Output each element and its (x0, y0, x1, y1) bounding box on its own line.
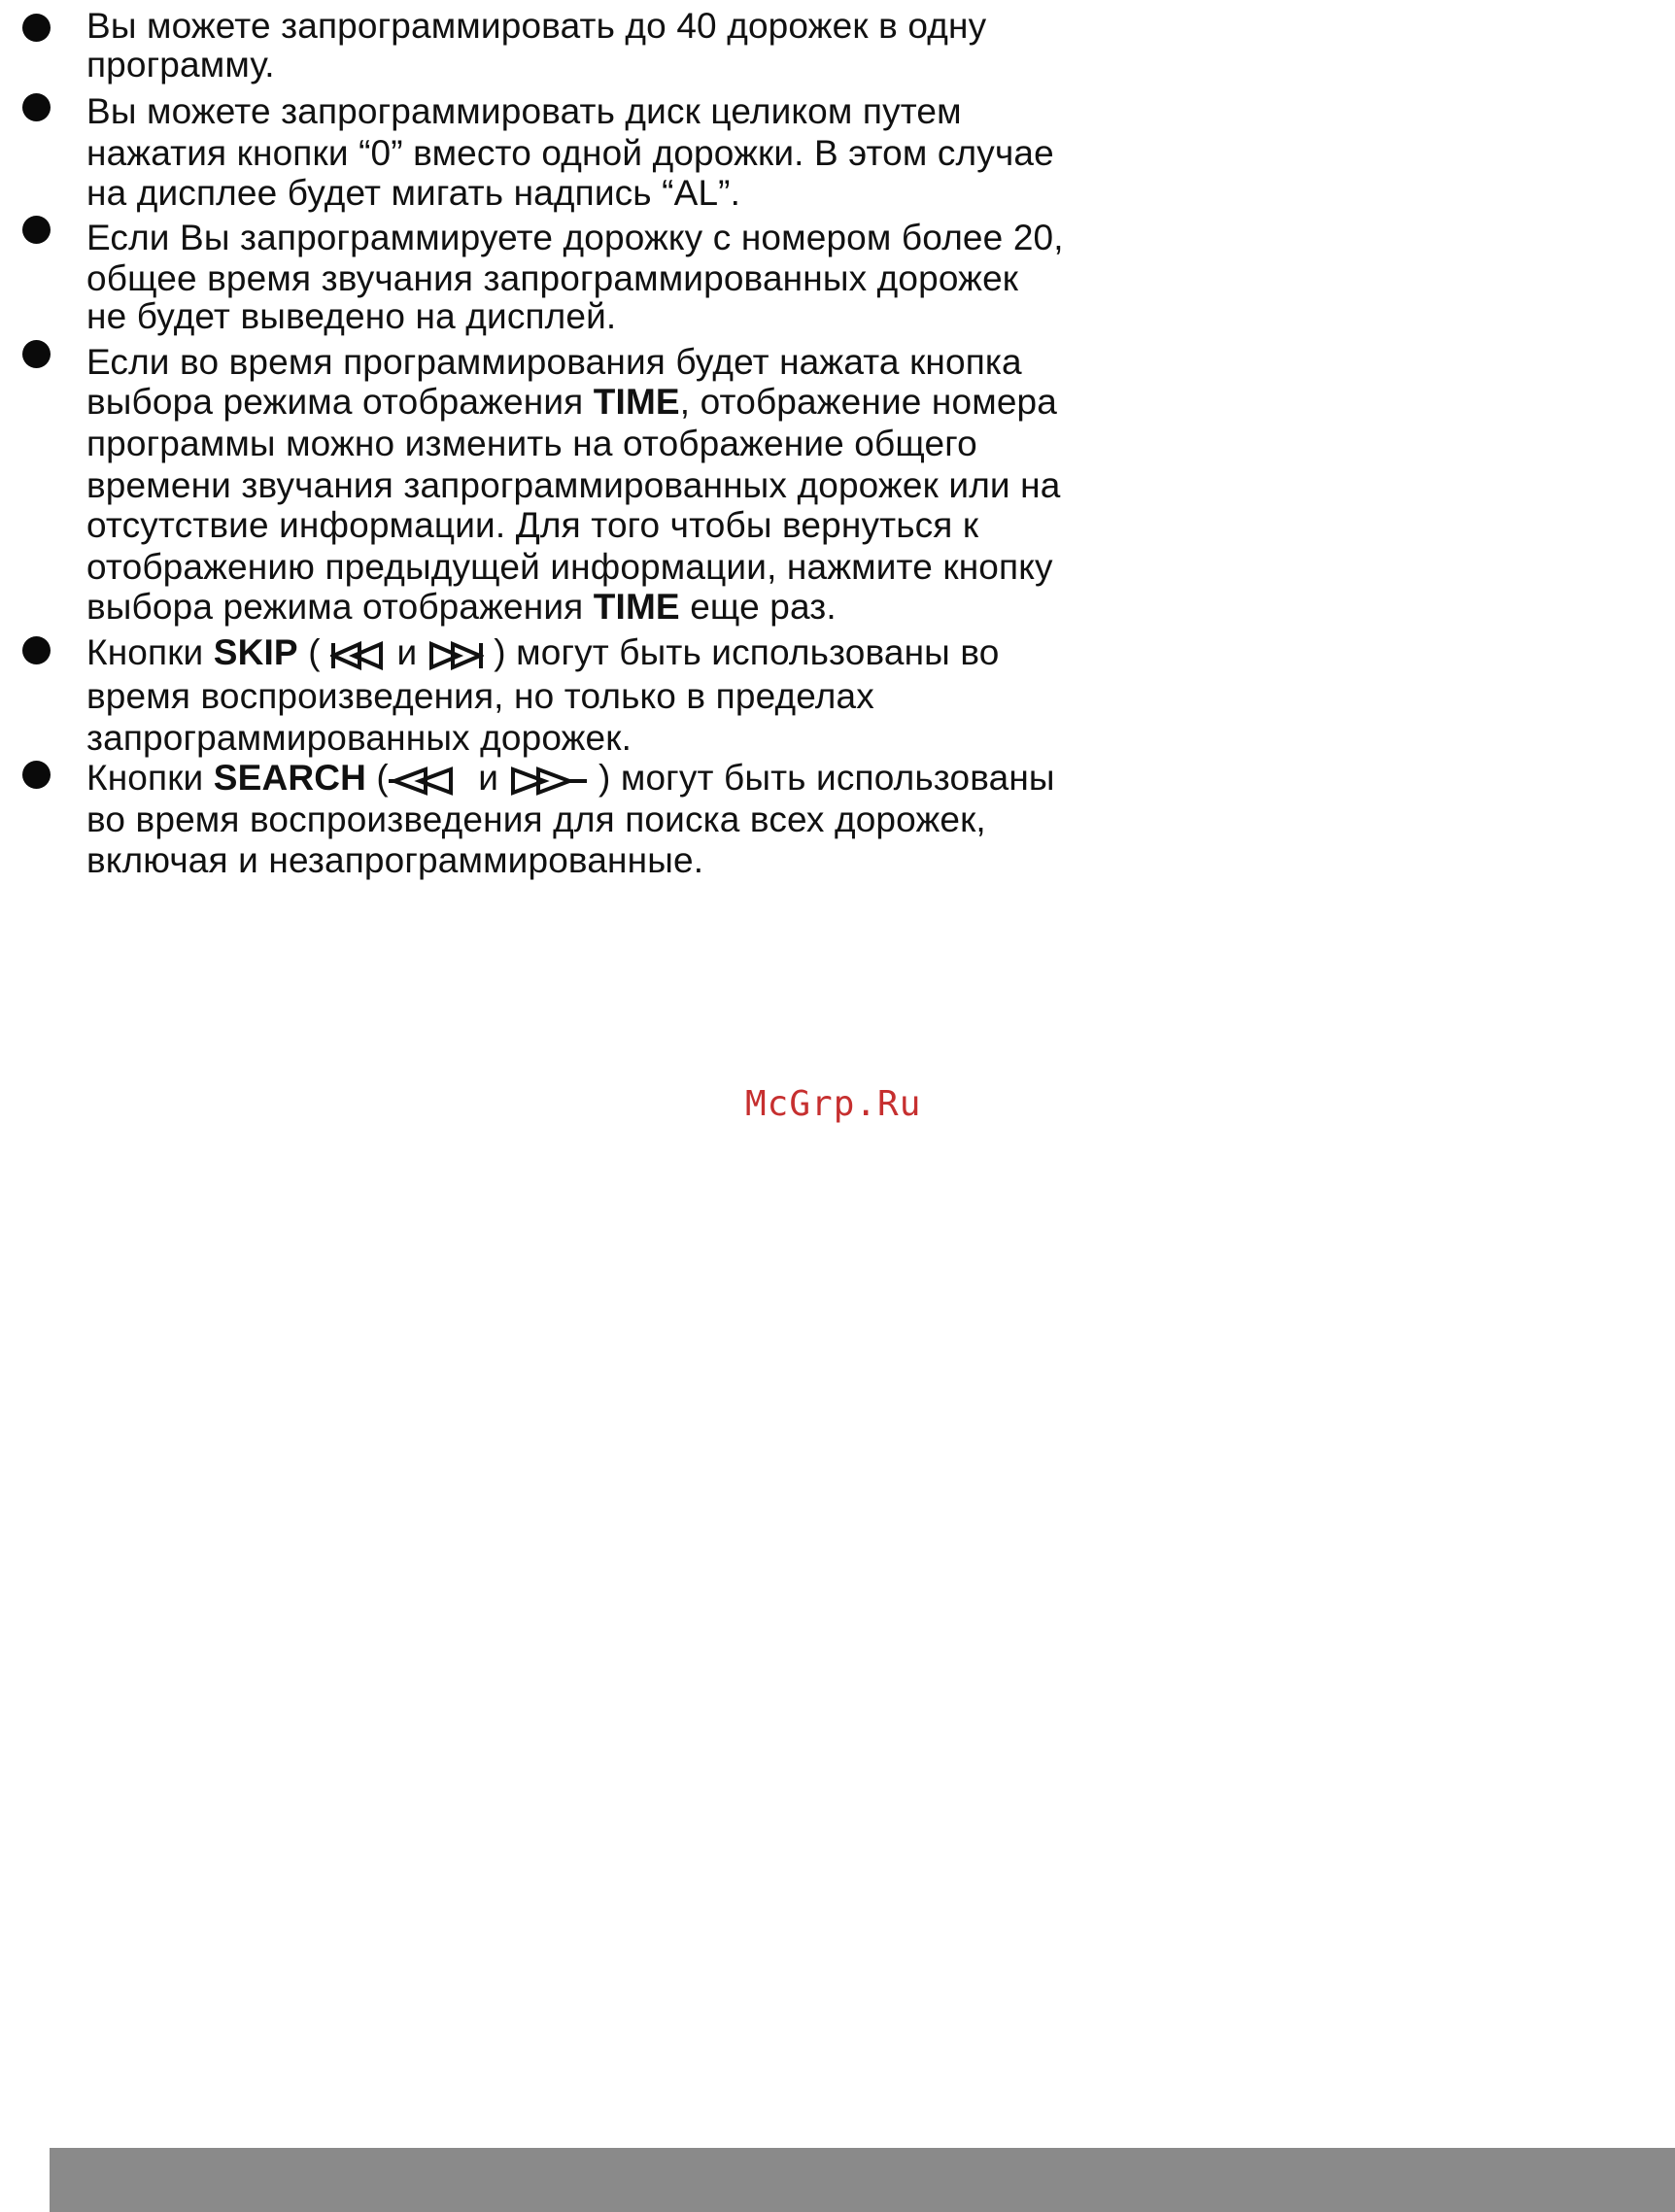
search-backward-icon (389, 766, 468, 796)
note-line: отображению предыдущей информации, нажмите кнопку (86, 547, 1053, 587)
footer-band (50, 2148, 1675, 2212)
search-forward-icon (509, 766, 589, 796)
note-line (86, 759, 1055, 798)
note-line: на дисплее будет мигать надпись “AL”. (86, 173, 741, 213)
note-line (86, 588, 837, 627)
bullet-icon (22, 636, 51, 664)
bullet-icon (22, 216, 51, 244)
note-text: Кнопки (86, 758, 214, 798)
skip-button-label: SKIP (213, 632, 298, 672)
note-line: отсутствие информации. Для того чтобы вернуться к (86, 505, 979, 545)
bullet-icon (22, 14, 51, 42)
note-line: программу. (86, 45, 275, 85)
note-text: еще раз. (679, 587, 837, 627)
skip-next-icon (427, 641, 484, 670)
time-button-label: TIME (593, 382, 680, 422)
note-line: общее время звучания запрограммированных дорожек (86, 258, 1019, 298)
note-line: Если во время программирования будет нажата кнопка (86, 342, 1022, 382)
note-line: Вы можете запрограммировать до 40 дорожек в одну (86, 6, 987, 46)
note-line: включая и незапрограммированные. (86, 840, 704, 880)
note-text: Кнопки (86, 632, 214, 672)
watermark: McGrp.Ru (745, 1084, 922, 1124)
note-line: во время воспроизведения для поиска всех дорожек, (86, 800, 986, 839)
note-text: ) могут быть использованы (588, 758, 1055, 798)
note-text: и (467, 758, 509, 798)
note-line: времени звучания запрограммированных дорожек или на (86, 465, 1061, 505)
bullet-icon (22, 761, 51, 789)
note-line (86, 633, 999, 672)
note-text: и (387, 632, 427, 672)
note-text: ) могут быть использованы во (483, 632, 1000, 672)
note-line: Вы можете запрограммировать диск целиком путем (86, 91, 962, 131)
note-text: выбора режима отображения (86, 382, 594, 422)
bullet-icon (22, 340, 51, 368)
skip-previous-icon (330, 641, 387, 670)
note-line: запрограммированных дорожек. (86, 718, 632, 758)
note-text: ( (365, 758, 389, 798)
note-text: выбора режима отображения (86, 587, 594, 627)
note-text: ( (297, 632, 331, 672)
time-button-label: TIME (593, 587, 680, 627)
note-line: время воспроизведения, но только в пределах (86, 676, 874, 716)
note-line: Если Вы запрограммируете дорожку с номером более 20, (86, 218, 1064, 257)
note-line (86, 383, 1057, 422)
note-line: программы можно изменить на отображение общего (86, 424, 977, 463)
bullet-icon (22, 93, 51, 121)
note-line: нажатия кнопки “0” вместо одной дорожки. В этом случае (86, 133, 1054, 173)
search-button-label: SEARCH (213, 758, 366, 798)
note-line: не будет выведено на дисплей. (86, 296, 617, 336)
note-text: , отображение номера (679, 382, 1058, 422)
